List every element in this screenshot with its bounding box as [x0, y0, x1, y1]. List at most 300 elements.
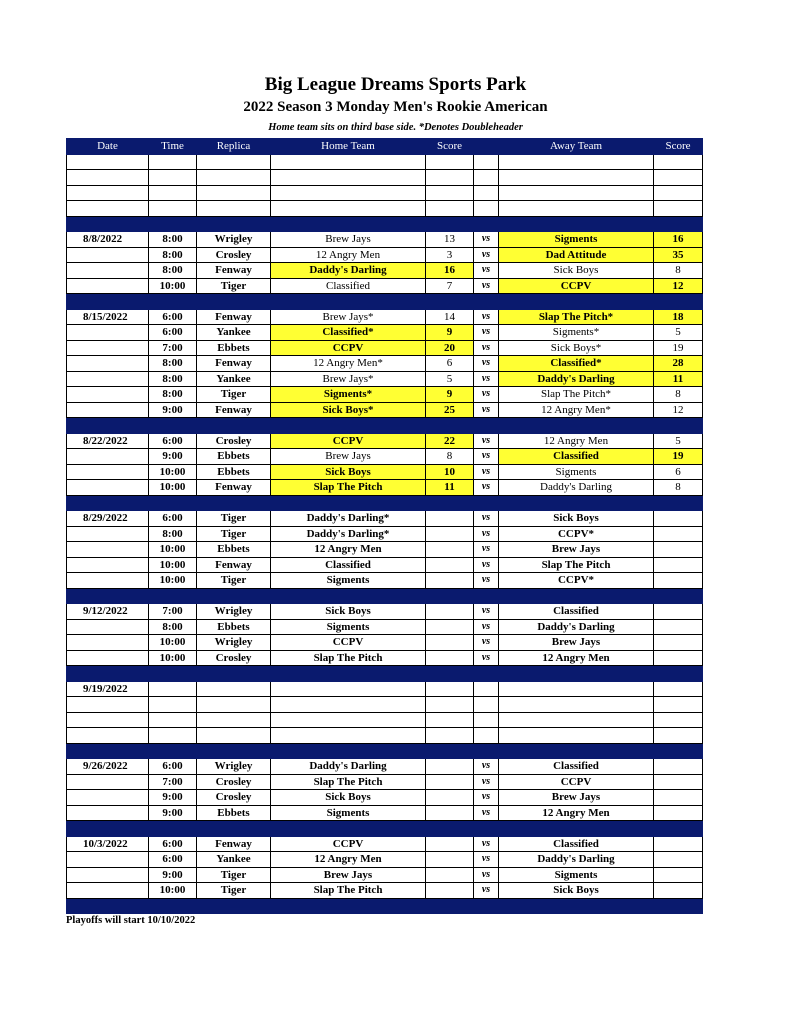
away-team-cell: Slap The Pitch* — [499, 309, 654, 325]
game-row — [67, 247, 703, 263]
separator-bar — [67, 666, 703, 682]
home-score-cell — [426, 650, 474, 666]
home-team-cell: Sigments — [271, 805, 426, 821]
date-cell — [67, 247, 149, 263]
away-score-cell — [654, 542, 703, 558]
time-cell: 8:00 — [149, 247, 197, 263]
time-cell: 9:00 — [149, 449, 197, 465]
time-cell: 10:00 — [149, 635, 197, 651]
away-team-cell: CCPV — [499, 278, 654, 294]
game-row — [67, 619, 703, 635]
home-team-cell: Classified — [271, 557, 426, 573]
blank-cell — [499, 697, 654, 713]
date-cell — [67, 805, 149, 821]
blank-cell — [426, 697, 474, 713]
replica-cell: Crosley — [197, 247, 271, 263]
blank-cell — [474, 712, 499, 728]
replica-cell: Yankee — [197, 371, 271, 387]
separator-bar — [67, 743, 703, 759]
game-row — [67, 232, 703, 248]
blank-cell — [499, 201, 654, 217]
away-team-cell: Daddy's Darling — [499, 852, 654, 868]
blank-cell — [67, 154, 149, 170]
header-note: Home team sits on third base side. *Denotes Doubleheader — [268, 122, 523, 133]
home-score-cell — [426, 836, 474, 852]
page-title: Big League Dreams Sports Park — [264, 74, 527, 95]
blank-row — [67, 201, 703, 217]
vs-cell: vs — [474, 464, 499, 480]
home-score-cell — [426, 635, 474, 651]
away-team-cell: Sigments — [499, 232, 654, 248]
date-cell — [67, 619, 149, 635]
home-team-cell: 12 Angry Men — [271, 852, 426, 868]
blank-cell — [149, 712, 197, 728]
game-row — [67, 526, 703, 542]
replica-cell: Ebbets — [197, 805, 271, 821]
home-score-cell: 20 — [426, 340, 474, 356]
away-team-cell: Sigments* — [499, 325, 654, 341]
separator-bar — [67, 821, 703, 837]
blank-cell — [271, 185, 426, 201]
home-team-cell: Brew Jays* — [271, 371, 426, 387]
away-team-cell: Daddy's Darling — [499, 619, 654, 635]
replica-cell: Wrigley — [197, 604, 271, 620]
away-team-cell — [499, 681, 654, 697]
vs-cell: vs — [474, 340, 499, 356]
away-team-cell: Brew Jays — [499, 542, 654, 558]
away-team-cell: Classified — [499, 836, 654, 852]
date-cell — [67, 635, 149, 651]
away-score-cell: 5 — [654, 433, 703, 449]
home-score-cell — [426, 805, 474, 821]
replica-cell: Crosley — [197, 774, 271, 790]
vs-cell: vs — [474, 573, 499, 589]
blank-cell — [474, 697, 499, 713]
vs-cell: vs — [474, 774, 499, 790]
vs-cell: vs — [474, 449, 499, 465]
blank-cell — [474, 170, 499, 186]
game-row — [67, 278, 703, 294]
home-score-cell: 11 — [426, 480, 474, 496]
vs-cell: vs — [474, 836, 499, 852]
blank-cell — [197, 170, 271, 186]
home-team-cell: Sigments* — [271, 387, 426, 403]
blank-cell — [654, 201, 703, 217]
game-row — [67, 867, 703, 883]
blank-cell — [149, 185, 197, 201]
vs-cell: vs — [474, 387, 499, 403]
date-cell — [67, 371, 149, 387]
home-team-cell: 12 Angry Men — [271, 542, 426, 558]
home-score-cell: 25 — [426, 402, 474, 418]
away-team-cell: CCPV* — [499, 526, 654, 542]
away-team-cell: Daddy's Darling — [499, 480, 654, 496]
date-cell — [67, 867, 149, 883]
vs-cell: vs — [474, 480, 499, 496]
blank-cell — [499, 154, 654, 170]
vs-cell: vs — [474, 542, 499, 558]
week-separator — [67, 666, 703, 682]
replica-cell: Fenway — [197, 836, 271, 852]
home-team-cell — [271, 681, 426, 697]
blank-cell — [654, 185, 703, 201]
blank-cell — [149, 170, 197, 186]
away-score-cell: 11 — [654, 371, 703, 387]
game-row — [67, 852, 703, 868]
home-team-cell: CCPV — [271, 433, 426, 449]
vs-cell: vs — [474, 433, 499, 449]
blank-row — [67, 712, 703, 728]
time-cell: 9:00 — [149, 790, 197, 806]
header-row — [67, 139, 703, 155]
home-team-cell: CCPV — [271, 836, 426, 852]
game-row — [67, 340, 703, 356]
home-team-cell: Sick Boys* — [271, 402, 426, 418]
vs-cell: vs — [474, 790, 499, 806]
blank-cell — [197, 185, 271, 201]
away-score-cell — [654, 867, 703, 883]
separator-bar — [67, 588, 703, 604]
vs-cell: vs — [474, 805, 499, 821]
away-score-cell: 8 — [654, 263, 703, 279]
away-score-cell — [654, 790, 703, 806]
home-score-cell — [426, 511, 474, 527]
vs-cell: vs — [474, 402, 499, 418]
away-score-cell — [654, 883, 703, 899]
time-cell: 9:00 — [149, 402, 197, 418]
away-score-cell — [654, 836, 703, 852]
game-row — [67, 805, 703, 821]
date-cell: 8/29/2022 — [67, 511, 149, 527]
away-score-cell — [654, 619, 703, 635]
away-score-cell — [654, 681, 703, 697]
blank-cell — [499, 185, 654, 201]
date-cell: 8/22/2022 — [67, 433, 149, 449]
time-cell: 8:00 — [149, 263, 197, 279]
game-row — [67, 325, 703, 341]
away-team-cell: Brew Jays — [499, 790, 654, 806]
time-cell: 6:00 — [149, 511, 197, 527]
col-header-away-score: Score — [654, 139, 703, 155]
col-header-date: Date — [67, 139, 149, 155]
time-cell: 8:00 — [149, 371, 197, 387]
date-cell — [67, 573, 149, 589]
blank-cell — [271, 201, 426, 217]
home-score-cell — [426, 619, 474, 635]
home-team-cell: Slap The Pitch — [271, 883, 426, 899]
date-cell: 9/26/2022 — [67, 759, 149, 775]
home-score-cell — [426, 604, 474, 620]
away-team-cell: Slap The Pitch — [499, 557, 654, 573]
vs-cell: vs — [474, 867, 499, 883]
date-cell: 8/8/2022 — [67, 232, 149, 248]
home-score-cell: 8 — [426, 449, 474, 465]
blank-cell — [654, 154, 703, 170]
away-score-cell — [654, 805, 703, 821]
replica-cell: Fenway — [197, 309, 271, 325]
away-team-cell: Classified — [499, 449, 654, 465]
time-cell: 7:00 — [149, 340, 197, 356]
date-cell — [67, 774, 149, 790]
date-cell — [67, 325, 149, 341]
blank-cell — [197, 154, 271, 170]
date-cell: 8/15/2022 — [67, 309, 149, 325]
home-score-cell: 9 — [426, 325, 474, 341]
blank-cell — [654, 697, 703, 713]
vs-cell: vs — [474, 526, 499, 542]
game-row — [67, 263, 703, 279]
blank-row — [67, 697, 703, 713]
away-score-cell: 35 — [654, 247, 703, 263]
replica-cell: Tiger — [197, 511, 271, 527]
vs-cell: vs — [474, 604, 499, 620]
time-cell: 9:00 — [149, 805, 197, 821]
home-team-cell: 12 Angry Men* — [271, 356, 426, 372]
home-score-cell — [426, 542, 474, 558]
away-score-cell — [654, 526, 703, 542]
away-team-cell: Daddy's Darling — [499, 371, 654, 387]
away-team-cell: Sick Boys — [499, 883, 654, 899]
home-score-cell — [426, 573, 474, 589]
home-team-cell: Classified — [271, 278, 426, 294]
away-score-cell — [654, 852, 703, 868]
game-row — [67, 650, 703, 666]
away-score-cell: 8 — [654, 480, 703, 496]
blank-cell — [197, 728, 271, 744]
game-row — [67, 883, 703, 899]
date-cell: 9/19/2022 — [67, 681, 149, 697]
blank-cell — [654, 712, 703, 728]
away-team-cell: Sigments — [499, 464, 654, 480]
home-team-cell: Daddy's Darling* — [271, 526, 426, 542]
game-row — [67, 433, 703, 449]
week-separator — [67, 294, 703, 310]
replica-cell: Fenway — [197, 480, 271, 496]
away-team-cell: Sick Boys* — [499, 340, 654, 356]
blank-cell — [271, 712, 426, 728]
home-team-cell: Brew Jays — [271, 232, 426, 248]
home-team-cell: Sick Boys — [271, 464, 426, 480]
home-score-cell: 9 — [426, 387, 474, 403]
away-team-cell: Classified — [499, 759, 654, 775]
home-score-cell — [426, 557, 474, 573]
schedule-table — [66, 138, 703, 914]
game-row — [67, 464, 703, 480]
blank-cell — [426, 728, 474, 744]
blank-cell — [426, 154, 474, 170]
blank-cell — [426, 201, 474, 217]
week-separator — [67, 898, 703, 914]
replica-cell: Ebbets — [197, 449, 271, 465]
replica-cell: Fenway — [197, 402, 271, 418]
vs-cell: vs — [474, 619, 499, 635]
home-team-cell: CCPV — [271, 635, 426, 651]
blank-cell — [67, 170, 149, 186]
blank-row — [67, 728, 703, 744]
vs-cell: vs — [474, 263, 499, 279]
home-team-cell: Daddy's Darling — [271, 263, 426, 279]
time-cell: 8:00 — [149, 356, 197, 372]
home-score-cell: 10 — [426, 464, 474, 480]
vs-cell: vs — [474, 247, 499, 263]
vs-cell: vs — [474, 557, 499, 573]
home-team-cell: CCPV — [271, 340, 426, 356]
vs-cell: vs — [474, 635, 499, 651]
game-row — [67, 371, 703, 387]
blank-cell — [149, 728, 197, 744]
away-score-cell: 12 — [654, 278, 703, 294]
home-team-cell: Daddy's Darling* — [271, 511, 426, 527]
game-row — [67, 402, 703, 418]
blank-cell — [426, 185, 474, 201]
away-team-cell: CCPV* — [499, 573, 654, 589]
away-score-cell — [654, 635, 703, 651]
home-score-cell — [426, 852, 474, 868]
game-row — [67, 387, 703, 403]
game-row — [67, 573, 703, 589]
replica-cell: Crosley — [197, 433, 271, 449]
blank-cell — [271, 728, 426, 744]
away-team-cell: 12 Angry Men* — [499, 402, 654, 418]
away-score-cell: 16 — [654, 232, 703, 248]
vs-cell: vs — [474, 309, 499, 325]
blank-cell — [149, 154, 197, 170]
game-row — [67, 790, 703, 806]
away-score-cell: 12 — [654, 402, 703, 418]
home-team-cell: Slap The Pitch — [271, 480, 426, 496]
away-score-cell: 5 — [654, 325, 703, 341]
blank-cell — [149, 201, 197, 217]
blank-cell — [499, 170, 654, 186]
replica-cell: Tiger — [197, 526, 271, 542]
time-cell: 6:00 — [149, 433, 197, 449]
date-cell: 9/12/2022 — [67, 604, 149, 620]
game-row — [67, 542, 703, 558]
away-team-cell: 12 Angry Men — [499, 433, 654, 449]
blank-cell — [197, 201, 271, 217]
away-team-cell: 12 Angry Men — [499, 805, 654, 821]
time-cell: 8:00 — [149, 387, 197, 403]
week-separator — [67, 418, 703, 434]
home-team-cell: Sick Boys — [271, 790, 426, 806]
replica-cell: Ebbets — [197, 542, 271, 558]
separator-bar — [67, 418, 703, 434]
away-team-cell: Sick Boys — [499, 263, 654, 279]
home-team-cell: 12 Angry Men — [271, 247, 426, 263]
blank-cell — [474, 185, 499, 201]
away-team-cell: CCPV — [499, 774, 654, 790]
replica-cell: Tiger — [197, 387, 271, 403]
replica-cell: Wrigley — [197, 759, 271, 775]
vs-cell: vs — [474, 650, 499, 666]
vs-cell: vs — [474, 232, 499, 248]
away-score-cell — [654, 774, 703, 790]
home-team-cell: Brew Jays* — [271, 309, 426, 325]
week-separator — [67, 743, 703, 759]
blank-cell — [271, 154, 426, 170]
time-cell: 8:00 — [149, 619, 197, 635]
col-header-home-team: Home Team — [271, 139, 426, 155]
blank-cell — [67, 201, 149, 217]
blank-cell — [654, 170, 703, 186]
date-cell — [67, 557, 149, 573]
game-row — [67, 759, 703, 775]
home-score-cell: 14 — [426, 309, 474, 325]
blank-cell — [67, 728, 149, 744]
away-score-cell — [654, 650, 703, 666]
vs-cell: vs — [474, 356, 499, 372]
away-team-cell: Slap The Pitch* — [499, 387, 654, 403]
time-cell: 9:00 — [149, 867, 197, 883]
home-score-cell: 22 — [426, 433, 474, 449]
blank-row — [67, 170, 703, 186]
away-score-cell: 8 — [654, 387, 703, 403]
game-row — [67, 635, 703, 651]
replica-cell: Tiger — [197, 278, 271, 294]
blank-cell — [67, 697, 149, 713]
vs-cell: vs — [474, 278, 499, 294]
home-team-cell: Slap The Pitch — [271, 774, 426, 790]
col-header-time: Time — [149, 139, 197, 155]
blank-cell — [654, 728, 703, 744]
home-score-cell: 13 — [426, 232, 474, 248]
blank-cell — [474, 201, 499, 217]
date-cell — [67, 542, 149, 558]
away-score-cell — [654, 759, 703, 775]
home-score-cell: 7 — [426, 278, 474, 294]
date-cell — [67, 449, 149, 465]
blank-cell — [499, 712, 654, 728]
separator-bar — [67, 898, 703, 914]
vs-cell: vs — [474, 883, 499, 899]
time-cell: 10:00 — [149, 883, 197, 899]
replica-cell: Yankee — [197, 852, 271, 868]
replica-cell — [197, 681, 271, 697]
time-cell — [149, 681, 197, 697]
replica-cell: Ebbets — [197, 619, 271, 635]
blank-row — [67, 154, 703, 170]
date-cell — [67, 790, 149, 806]
replica-cell: Wrigley — [197, 232, 271, 248]
playoffs-note: Playoffs will start 10/10/2022 — [66, 915, 196, 926]
away-team-cell: 12 Angry Men — [499, 650, 654, 666]
away-team-cell: Dad Attitude — [499, 247, 654, 263]
away-score-cell: 19 — [654, 449, 703, 465]
away-team-cell: Sigments — [499, 867, 654, 883]
time-cell: 10:00 — [149, 650, 197, 666]
time-cell: 10:00 — [149, 573, 197, 589]
vs-cell — [474, 681, 499, 697]
time-cell: 10:00 — [149, 557, 197, 573]
away-score-cell — [654, 604, 703, 620]
blank-cell — [197, 697, 271, 713]
blank-cell — [426, 712, 474, 728]
away-team-cell: Sick Boys — [499, 511, 654, 527]
blank-cell — [67, 185, 149, 201]
date-cell — [67, 883, 149, 899]
away-team-cell: Brew Jays — [499, 635, 654, 651]
blank-cell — [474, 154, 499, 170]
replica-cell: Yankee — [197, 325, 271, 341]
replica-cell: Fenway — [197, 356, 271, 372]
replica-cell: Ebbets — [197, 340, 271, 356]
game-row — [67, 681, 703, 697]
time-cell: 6:00 — [149, 836, 197, 852]
home-team-cell: Brew Jays — [271, 449, 426, 465]
time-cell: 7:00 — [149, 604, 197, 620]
time-cell: 7:00 — [149, 774, 197, 790]
date-cell — [67, 464, 149, 480]
